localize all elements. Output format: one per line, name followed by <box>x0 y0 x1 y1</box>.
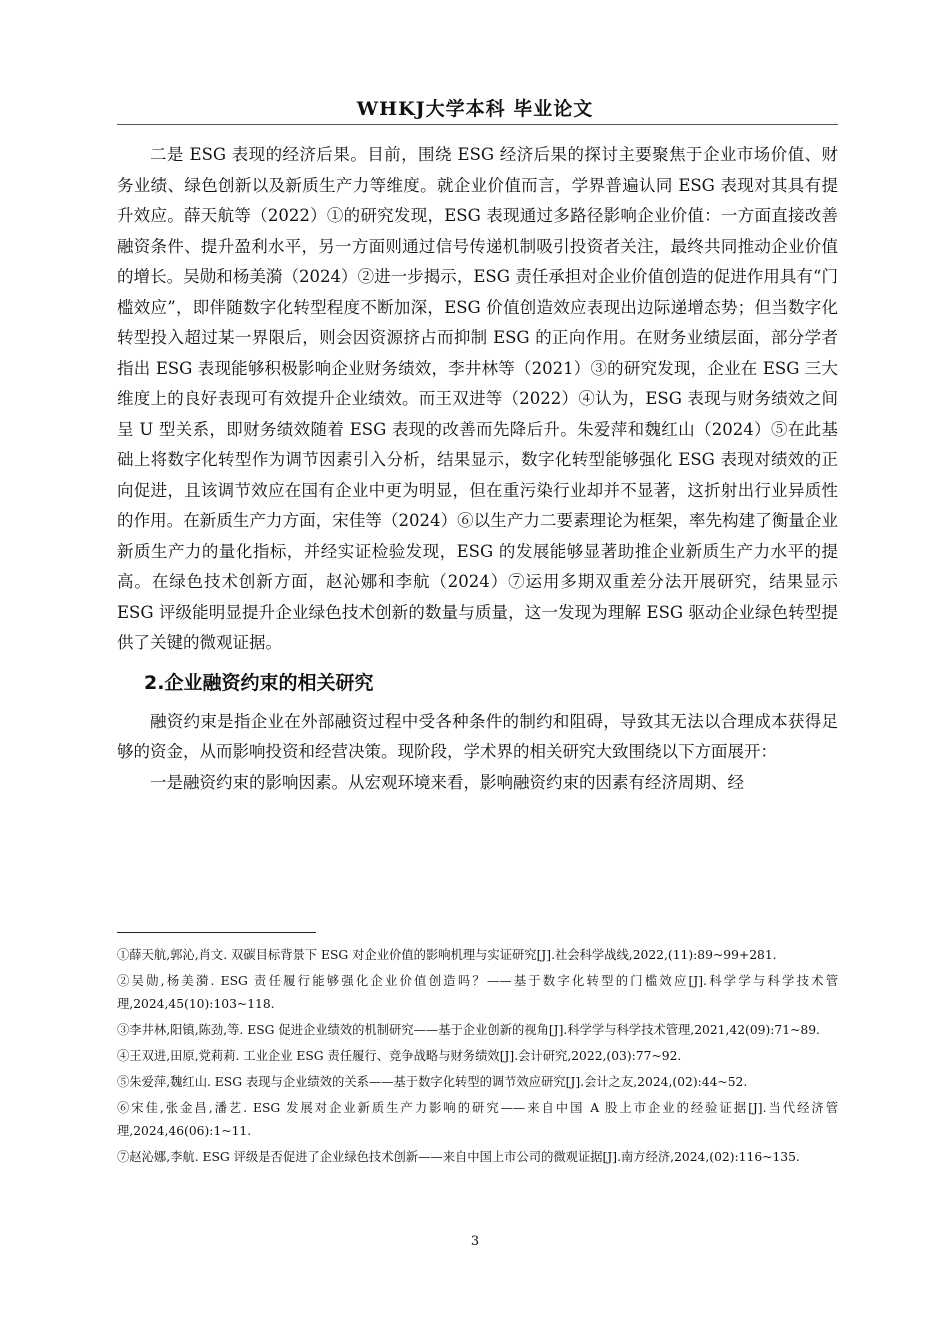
section-heading: 2.企业融资约束的相关研究 <box>144 671 374 694</box>
footnote-7: ⑦赵沁娜,李航. ESG 评级是否促进了企业绿色技术创新——来自中国上市公司的微观证据[J].南方经济,2024,(02):116~135. <box>117 1150 800 1164</box>
footnote-1: ①薛天航,郭沁,肖文. 双碳目标背景下 ESG 对企业价值的影响机理与实证研究[J].社会科学战线,2022,(11):89~99+281. <box>117 948 777 962</box>
paragraph-esg-consequences: 二是 ESG 表现的经济后果。目前，围绕 ESG 经济后果的探讨主要聚焦于企业市场价值、财务业绩、绿色创新以及新质生产力等维度。就企业价值而言，学界普遍认同 ESG 表现对其具有提升效应。薛天航等（2022）①的研究发现，ESG 表现通过多路径影响企业价值：一方面直接改善融资条件、提升盈利水平，另一方面则通过信号传递机制吸引投资者关注，最终共同推动企业价值的增长。吴勋和杨美漪（2024）②进一步揭示，ESG 责任承担对企业价值创造的促进作用具有“门槛效应”，即伴随数字化转型程度不断加深，ESG 价值创造效应表现出边际递增态势；但当数字化转型投入超过某一界限后，则会因资源挤占而抑制 ESG 的正向作用。在财务业绩层面，部分学者指出 ESG 表现能够积极影响企业财务绩效，李井林等（2021）③的研究发现，企业在 ESG 三大维度上的良好表现可有效提升企业绩效。而王双进等（2022）④认为，ESG 表现与财务绩效之间呈 U 型关系，即财务绩效随着 ESG 表现的改善而先降后升。朱爱萍和魏红山（2024）⑤在此基础上将数字化转型作为调节因素引入分析，结果显示，数字化转型能够强化 ESG 表现对绩效的正向促进，且该调节效应在国有企业中更为明显，但在重污染行业却并不显著，这折射出行业异质性的作用。在新质生产力方面，宋佳等（2024）⑥以生产力二要素理论为框架，率先构建了衡量企业新质生产力的量化指标，并经实证检验发现，ESG 的发展能够显著助推企业新质生产力水平的提高。在绿色技术创新方面，赵沁娜和李航（2024）⑦运用多期双重差分法开展研究，结果显示 ESG 评级能明显提升企业绿色技术创新的数量与质量，这一发现为理解 ESG 驱动企业绿色转型提供了关键的微观证据。 <box>117 145 838 652</box>
footnotes <box>117 944 838 1172</box>
paragraph-influencing-factors: 一是融资约束的影响因素。从宏观环境来看，影响融资约束的因素有经济周期、经 <box>150 772 744 792</box>
footnote-6: ⑥宋佳,张金昌,潘艺. ESG 发展对企业新质生产力影响的研究——来自中国 A 股上市企业的经验证据[J].当代经济管理,2024,46(06):1~11. <box>117 1101 838 1138</box>
footnote-2: ②吴勋,杨美漪. ESG 责任履行能够强化企业价值创造吗？——基于数字化转型的门槛效应[J].科学学与科学技术管理,2024,45(10):103~118. <box>117 974 838 1011</box>
footnote-separator <box>117 932 316 933</box>
paragraph-financing-constraint: 融资约束是指企业在外部融资过程中受各种条件的制约和阻碍，导致其无法以合理成本获得足够的资金，从而影响投资和经营决策。现阶段，学术界的相关研究大致围绕以下方面展开： <box>117 711 838 761</box>
footnote-3: ③李井林,阳镇,陈劲,等. ESG 促进企业绩效的机制研究——基于企业创新的视角[J].科学学与科学技术管理,2021,42(09):71~89. <box>117 1023 820 1037</box>
body-text <box>117 140 838 798</box>
header-rule <box>117 124 838 125</box>
page-number: 3 <box>470 1234 480 1249</box>
footnote-4: ④王双进,田原,党莉莉. 工业企业 ESG 责任履行、竞争战略与财务绩效[J].会计研究,2022,(03):77~92. <box>117 1049 682 1063</box>
page-header-title: WHKJ大学本科 毕业论文 <box>356 98 594 120</box>
footnote-5: ⑤朱爱萍,魏红山. ESG 表现与企业绩效的关系——基于数字化转型的调节效应研究[J].会计之友,2024,(02):44~52. <box>117 1075 748 1089</box>
